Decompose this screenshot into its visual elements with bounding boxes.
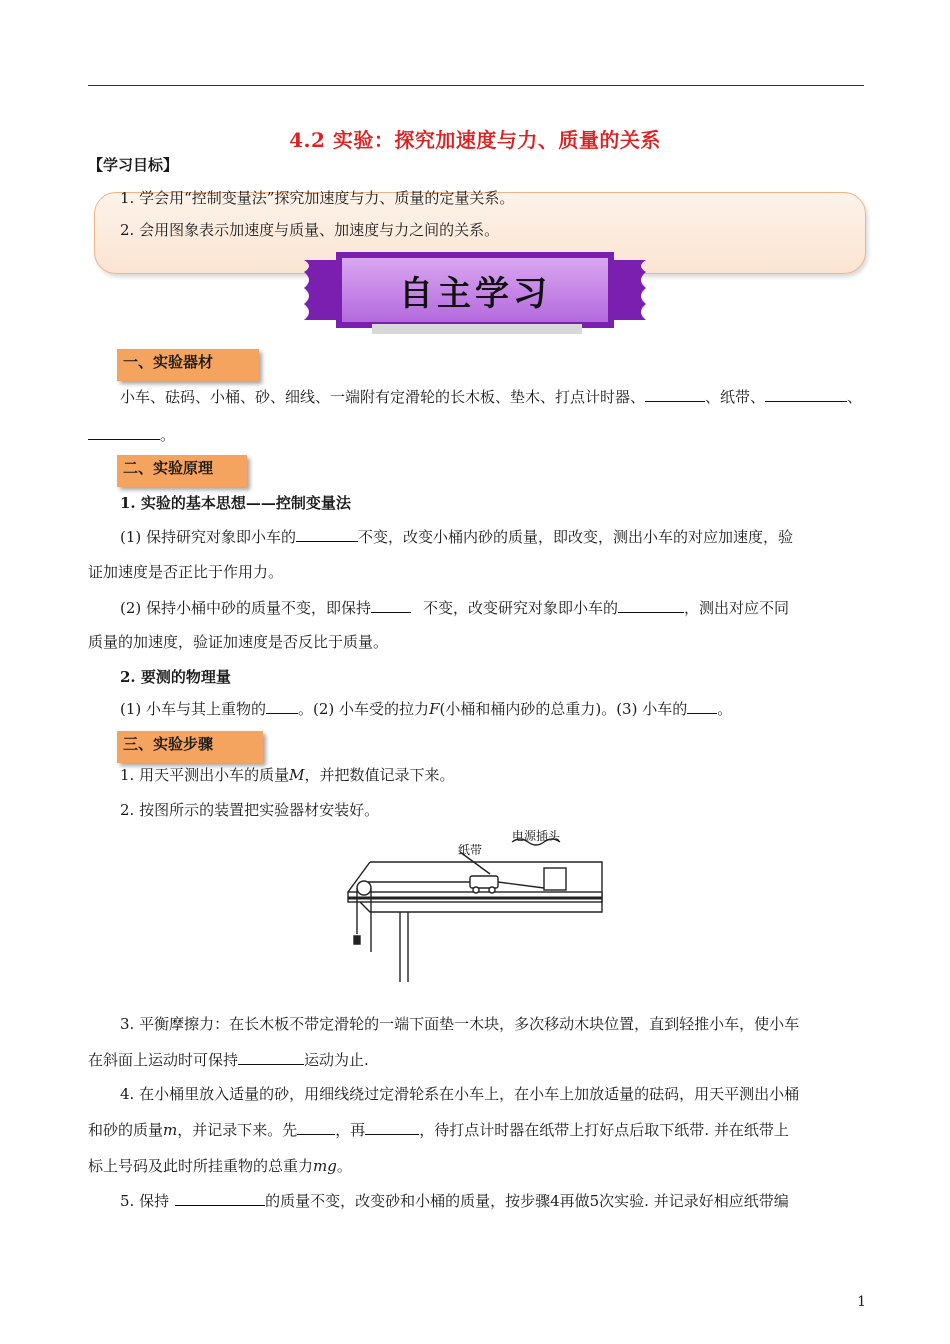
text: ，再 [335, 1121, 366, 1139]
text: 小车、砝码、小桶、砂、细线、一端附有定滑轮的长木板、垫木、打点计时器、 [120, 388, 646, 406]
text: 、 [847, 388, 863, 406]
blank [371, 598, 411, 613]
page-title: 4.2 实验：探究加速度与力、质量的关系 [289, 128, 661, 152]
paragraph [120, 1190, 789, 1211]
paragraph: 2. 按图所示的装置把实验器材安装好。 [120, 801, 380, 819]
blank [618, 598, 684, 613]
blank [365, 1120, 419, 1135]
paragraph [88, 424, 175, 445]
symbol-M: M [289, 766, 305, 784]
blank [645, 387, 705, 402]
text: (2) 保持小桶中砂的质量不变，即保持 [120, 599, 372, 617]
blank [297, 1120, 335, 1135]
blank [687, 699, 717, 714]
section-heading-text: 一、实验器材 [123, 353, 214, 371]
text: (小桶和桶内砂的总重力)。(3) 小车的 [439, 700, 688, 718]
section-heading-equipment [117, 349, 259, 381]
blank [266, 699, 298, 714]
text: (1) 小车与其上重物的 [120, 700, 267, 718]
paragraph [88, 1119, 789, 1140]
text: 。 [336, 1157, 352, 1175]
subheading: 2. 要测的物理量 [120, 668, 231, 686]
text: ，测出对应不同 [684, 599, 790, 617]
text: ，待打点计时器在纸带上打好点后取下纸带. 并在纸带上 [419, 1121, 789, 1139]
symbol-m: m [163, 1121, 178, 1139]
blank [296, 527, 358, 542]
paragraph [120, 597, 789, 618]
goal-item: 2. 会用图象表示加速度与质量、加速度与力之间的关系。 [120, 221, 500, 239]
blank [175, 1191, 265, 1206]
symbol-F: F [429, 700, 440, 718]
symbol-mg: mg [313, 1157, 337, 1175]
apparatus-figure [340, 822, 610, 990]
text: 的质量不变，改变砂和小桶的质量，按步骤4再做5次实验. 并记录好相应纸带编 [265, 1192, 789, 1210]
section-heading-text: 二、实验原理 [123, 459, 214, 477]
paragraph: 质量的加速度，验证加速度是否反比于质量。 [88, 633, 389, 651]
blank [238, 1050, 304, 1065]
text: 不变，改变小桶内砂的质量，即改变，测出小车的对应加速度，验 [358, 528, 794, 546]
paragraph: 4. 在小桶里放入适量的砂，用细线绕过定滑轮系在小车上，在小车上加放适量的砝码，用天平测出小桶 [120, 1085, 800, 1103]
paragraph: 3. 平衡摩擦力：在长木板不带定滑轮的一端下面垫一木块，多次移动木块位置，直到轻推小车，使小车 [120, 1015, 800, 1033]
text: 。(2) 小车受的拉力 [298, 700, 430, 718]
paragraph [120, 698, 732, 719]
text: 、纸带、 [705, 388, 766, 406]
section-heading-principle [117, 455, 247, 487]
text: 。 [717, 700, 733, 718]
text: (1) 保持研究对象即小车的 [120, 528, 297, 546]
subheading: 1. 实验的基本思想——控制变量法 [120, 494, 351, 512]
text: 1. 用天平测出小车的质量 [120, 766, 290, 784]
text: 在斜面上运动时可保持 [88, 1051, 239, 1069]
paragraph [88, 1049, 369, 1070]
paragraph [120, 526, 793, 547]
blank [88, 425, 160, 440]
goal-item: 1. 学会用“控制变量法”探究加速度与力、质量的定量关系。 [120, 189, 515, 207]
blank [765, 387, 847, 402]
paragraph [88, 1155, 352, 1176]
section-heading-text: 三、实验步骤 [123, 735, 214, 753]
paragraph [120, 764, 454, 785]
banner-text: 自主学习 [399, 274, 551, 314]
figure-label-tape: 纸带 [458, 843, 483, 857]
text: ，并记录下来。先 [177, 1121, 298, 1139]
section-heading-steps [117, 731, 263, 763]
paragraph [120, 386, 862, 407]
text: 不变，改变研究对象即小车的 [423, 599, 619, 617]
text: 运动为止. [304, 1051, 369, 1069]
text: ，并把数值记录下来。 [304, 766, 455, 784]
text: 标上号码及此时所挂重物的总重力 [88, 1157, 314, 1175]
paragraph: 证加速度是否正比于作用力。 [88, 563, 284, 581]
text: 。 [160, 426, 176, 444]
figure-label-power: 电源插头 [512, 829, 561, 843]
text: 和砂的质量 [88, 1121, 164, 1139]
goals-label: 【学习目标】 [88, 156, 179, 174]
page-number: 1 [857, 1294, 866, 1310]
top-rule [88, 85, 864, 86]
text: 5. 保持 [120, 1192, 170, 1210]
